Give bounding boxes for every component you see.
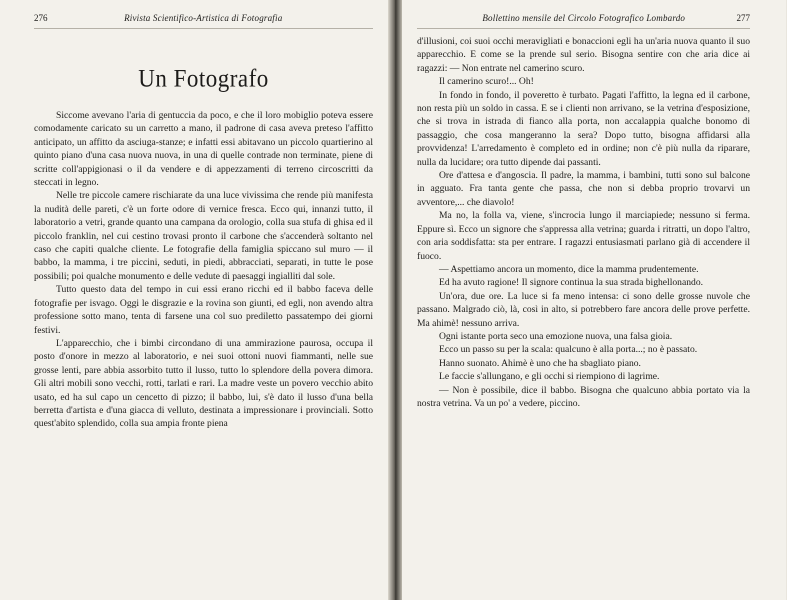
right-page-number: 277 (736, 13, 750, 23)
right-page (393, 0, 786, 600)
paragraph: Il camerino scuro!... Oh! (439, 76, 534, 88)
paragraph: Ore d'attesa e d'angoscia. Il padre, la mamma, i bambini, tutti sono sul balcone in agguato. Fra tanta gente che passa, che non si debba proprio trovarvi un avventore,... che diavolo! (417, 170, 750, 208)
paragraph: Hanno suonato. Ahimè è uno che ha sbagliato piano. (439, 357, 641, 369)
paragraph: L'apparecchio, che i bimbi circondano di una ammirazione paurosa, occupa il posto d'onore in mezzo al laboratorio, e nei suoi ottoni nuovi fiammanti, nelle sue grosse lenti, pare abbia assorbito tutto il lusso, tutto lo splendore della povera dimora. Gli altri mobili sono vecchi, rotti, tarlati e rari. La madre veste un povero vecchio abito usato, ed ha sul capo un cencetto di pizzo; il babbo, lui, s'è dato il lusso d'una bella berretta d'artista e d'una giacca di velluto, destinata a impressionare i provinciali. Sotto quest'abito splendido, colla sua ampia fronte piena (34, 337, 373, 430)
paragraph: Ogni istante porta seco una emozione nuova, una falsa gioia. (439, 330, 673, 342)
left-page-header (34, 12, 373, 29)
left-page-text (34, 109, 373, 431)
right-page-header (417, 12, 750, 29)
paragraph: Le faccie s'allungano, e gli occhi si riempiono di lagrime. (439, 371, 660, 383)
right-running-header: Bollettino mensile del Circolo Fotografico Lombardo (482, 13, 686, 23)
paragraph: Tutto questo data del tempo in cui essi erano ricchi ed il babbo faceva delle fotografie per isvago. Oggi le disgrazie e la rovina son giunti, ed egli, non avendo altra professione sotto mano, tenta di farsene una col suo prediletto passatempo dei giorni festivi. (34, 284, 373, 336)
paragraph: Ma no, la folla va, viene, s'incrocia lungo il marciapiede; nessuno si ferma. Eppure sì. Ecco un signore che s'appressa alla vetrina; guarda i ritratti, un dopo l'altro, con aria soddisfatta: sta per entrare. I ragazzi entusiasmati parlano già di accendere il fuoco. (417, 210, 750, 262)
article-title: Un Fotografo (138, 64, 269, 93)
left-running-header: Rivista Scientifico-Artistica di Fotografia (124, 13, 283, 23)
book-gutter (388, 0, 402, 600)
paragraph: Siccome avevano l'aria di gentuccia da poco, e che il loro mobiglio poteva essere comodamente caricato su un carretto a mano, il padrone di casa aveva preteso l'affitto anticipato, un affitto da asciuga-stanze; e infatti essi abitavano un piccolo quartierino al quinto piano d'una casa nuova nuova, in una di quelle contrade non terminate, piene di scritte coll'appigionasi o il da vendere e di appezzamenti di terreno circoscritti da steccati in legno. (34, 110, 373, 189)
paragraph: — Non è possibile, dice il babbo. Bisogna che qualcuno abbia portato via la nostra vetrina. Va un po' a vedere, piccino. (417, 384, 750, 409)
paragraph: d'illusioni, coi suoi occhi meravigliati e bonaccioni egli ha un'aria nuova quanto il suo apparecchio. E come se la prende sul serio. Bisogna sentire con che aria dice ai ragazzi: — Non entrate nel camerino scuro. (417, 36, 750, 74)
paragraph: Un'ora, due ore. La luce si fa meno intensa: ci sono delle grosse nuvole che passano. Malgrado ciò, là, così in alto, si potrebbero fare ancora delle prove perfette. Ma ahimè! nessuno arriva. (417, 290, 750, 329)
paragraph: Ecco un passo su per la scala: qualcuno è alla porta...; no è passato. (439, 344, 698, 356)
paragraph: In fondo in fondo, il poveretto è turbato. Pagati l'affitto, la legna ed il carbone, non resta più un soldo in cassa. E se i clienti non arrivano, se la vetrina d'esposizione, che si trova in istrada di fianco alla porta, non accalappia qualche bonomo di passaggio, che cosa mangeranno la sera? Dopo tutto, bisogna affidarsi alla provvidenza! L'arredamento è completo ed in ordine; non c'è più nulla da riparare, nulla da lucidare; ora tutto dipende dai passanti. (417, 89, 750, 168)
paragraph: Ed ha avuto ragione! Il signore continua la sua strada bighellonando. (439, 277, 704, 289)
paragraph: — Aspettiamo ancora un momento, dice la mamma prudentemente. (439, 263, 699, 275)
paragraph: Nelle tre piccole camere rischiarate da una luce vivissima che rende più manifesta la nudità delle pareti, c'è un forte odore di vernice fresca. Ecco qui, innanzi tutto, il laboratorio a vetri, grande quanto una campana da orologio, colla sua stufa di ghisa ed il piccolo franklin, nel cui cestino trovasi pronto il carbone che s'accenderà soltanto nel caso che capiti qualche cliente. Le fotografie della famiglia spiccano sul muro — il babbo, la mamma, i tre piccini, seduti, in piedi, abbracciati, separati, in tutte le pose possibili; poi qualche monumento e delle vedute di paesaggi ingialliti dal sole. (34, 190, 373, 282)
left-page-number: 276 (34, 13, 48, 23)
right-page-text (417, 35, 750, 410)
left-page (0, 0, 393, 600)
